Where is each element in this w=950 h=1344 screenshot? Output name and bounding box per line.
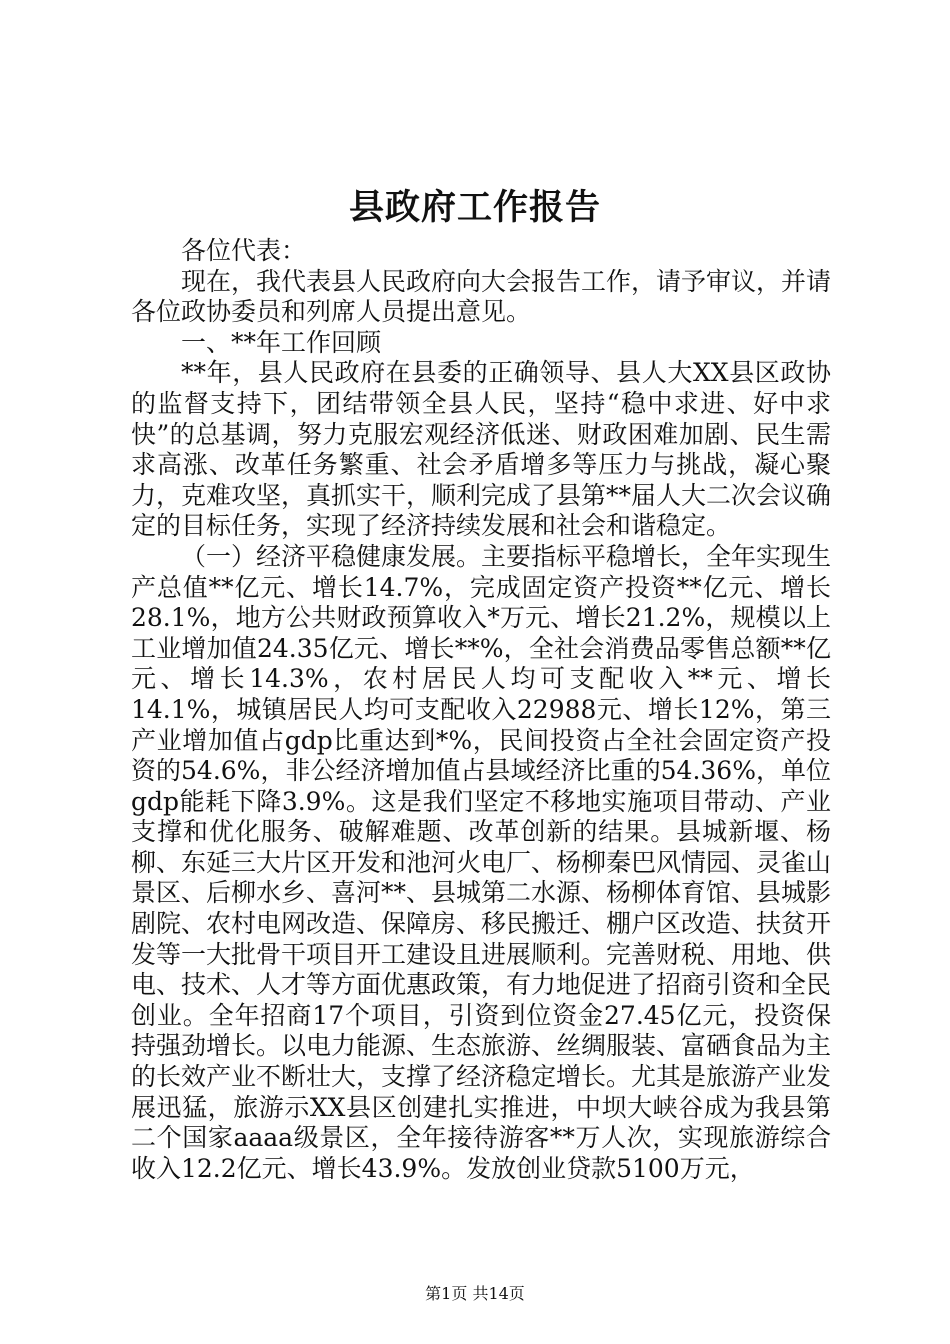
review-paragraph: **年，县人民政府在县委的正确领导、县人大XX县区政协的监督支持下，团结带领全县人民，坚持“稳中求进、好中求快”的总基调，努力克服宏观经济低迷、财政困难加剧、民生需求高涨、改革任务繁重、社会矛盾增多等压力与挑战，凝心聚力，克难攻坚，真抓实干，顺利完成了县第**届人大二次会议确定的目标任务，实现了经济持续发展和社会和谐稳定。 xyxy=(131,358,832,541)
intro-paragraph: 现在，我代表县人民政府向大会报告工作，请予审议，并请各位政协委员和列席人员提出意见。 xyxy=(131,266,832,327)
document-title: 县政府工作报告 xyxy=(348,187,601,228)
document-body xyxy=(131,236,831,1184)
page-number-footer: 第1页 共14页 xyxy=(425,1284,525,1303)
economy-paragraph: （一）经济平稳健康发展。主要指标平稳增长，全年实现生产总值**亿元、增长14.7%，完成固定资产投资**亿元、增长28.1%，地方公共财政预算收入*万元、增长21.2%，规模以上工业增加值24.35亿元、增长**%，全社会消费品零售总额**亿元、增长14.3%，农村居民人均可支配收入**元、增长14.1%，城镇居民人均可支配收入22988元、增长12%，第三产业增加值占gdp比重达到*%，民间投资占全社会固定资产投资的54.6%，非公经济增加值占县域经济比重的54.36%，单位gdp能耗下降3.9%。这是我们坚定不移地实施项目带动、产业支撑和优化服务、破解难题、改革创新的结果。县城新堰、杨柳、东延三大片区开发和池河火电厂、杨柳秦巴风情园、灵雀山景区、后柳水乡、喜河**、县城第二水源、杨柳体育馆、县城影剧院、农村电网改造、保障房、移民搬迁、棚户区改造、扶贫开发等一大批骨干项目开工建设且进展顺利。完善财税、用地、供电、技术、人才等方面优惠政策，有力地促进了招商引资和全民创业。全年招商17个项目，引资到位资金27.45亿元，投资保持强劲增长。以电力能源、生态旅游、丝绸服装、富硒食品为主的长效产业不断壮大，支撑了经济稳定增长。尤其是旅游产业发展迅猛，旅游示XX县区创建扎实推进，中坝大峡谷成为我县第二个国家aaaa级景区，全年接待游客**万人次，实现旅游综合收入12.2亿元、增长43.9%。发放创业贷款5100万元， xyxy=(131,541,832,1183)
section-heading: 一、**年工作回顾 xyxy=(181,327,382,357)
salutation-paragraph: 各位代表： xyxy=(181,236,307,265)
